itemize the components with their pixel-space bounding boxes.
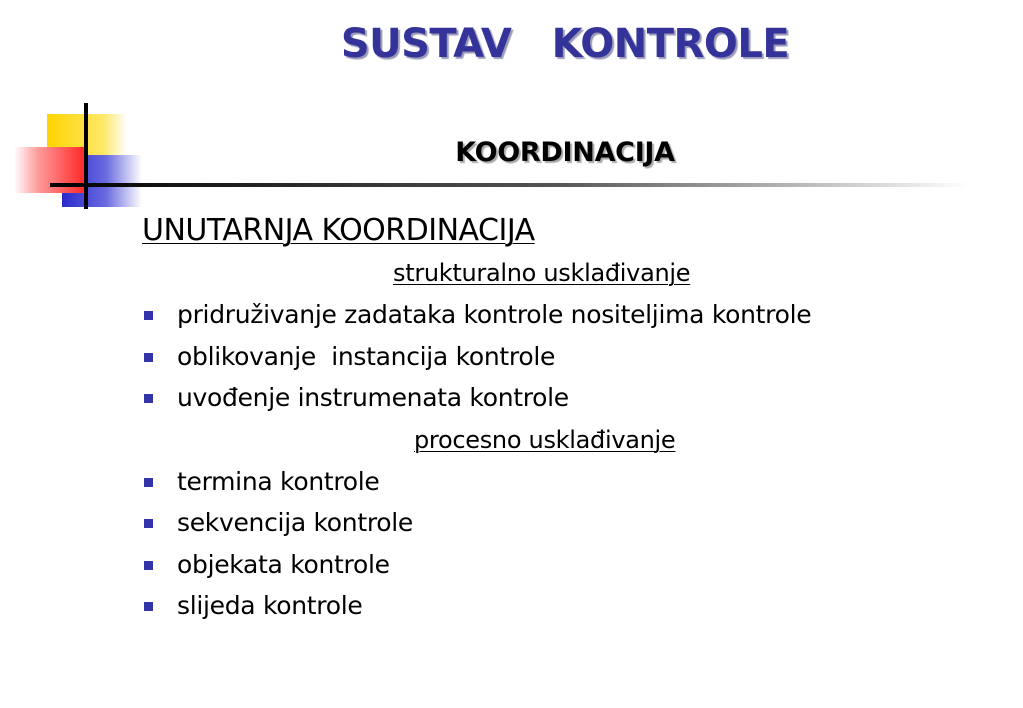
list-item [142,544,982,586]
list-item-text: pridruživanje zadataka kontrole nositeljima kontrole [177,300,812,329]
bullet-icon [144,561,153,570]
list-item-text: oblikovanje instancija kontrole [177,341,556,371]
subsection-label-process: procesno usklađivanje [414,425,676,454]
list-item-text: sekvencija kontrole [177,508,413,537]
list-item-text: termina kontrole [177,466,380,496]
list-item [142,502,982,544]
bullet-icon [144,602,153,611]
slide-content [142,210,982,627]
list-item [142,585,982,627]
subsection-label-structural: strukturalno usklađivanje [393,259,691,287]
list-item [142,336,982,378]
vertical-rule [84,103,88,209]
horizontal-rule [50,183,970,187]
list-item [142,461,982,503]
slide-title: SUSTAV KONTROLE [340,21,790,67]
bullet-icon [144,478,153,487]
list-item-text: objekata kontrole [177,549,390,579]
bullet-icon [144,394,153,403]
bullet-icon [144,353,153,362]
bullet-icon [144,311,153,320]
slide-subtitle: KOORDINACIJA [455,137,675,168]
list-item [142,377,982,419]
bullet-icon [144,519,153,528]
list-item [142,294,982,336]
process-list [142,461,982,627]
list-item-text: slijeda kontrole [177,591,363,620]
list-item-text: uvođenje instrumenata kontrole [177,383,569,412]
structural-list [142,294,982,419]
section-heading: UNUTARNJA KOORDINACIJA [142,213,535,248]
